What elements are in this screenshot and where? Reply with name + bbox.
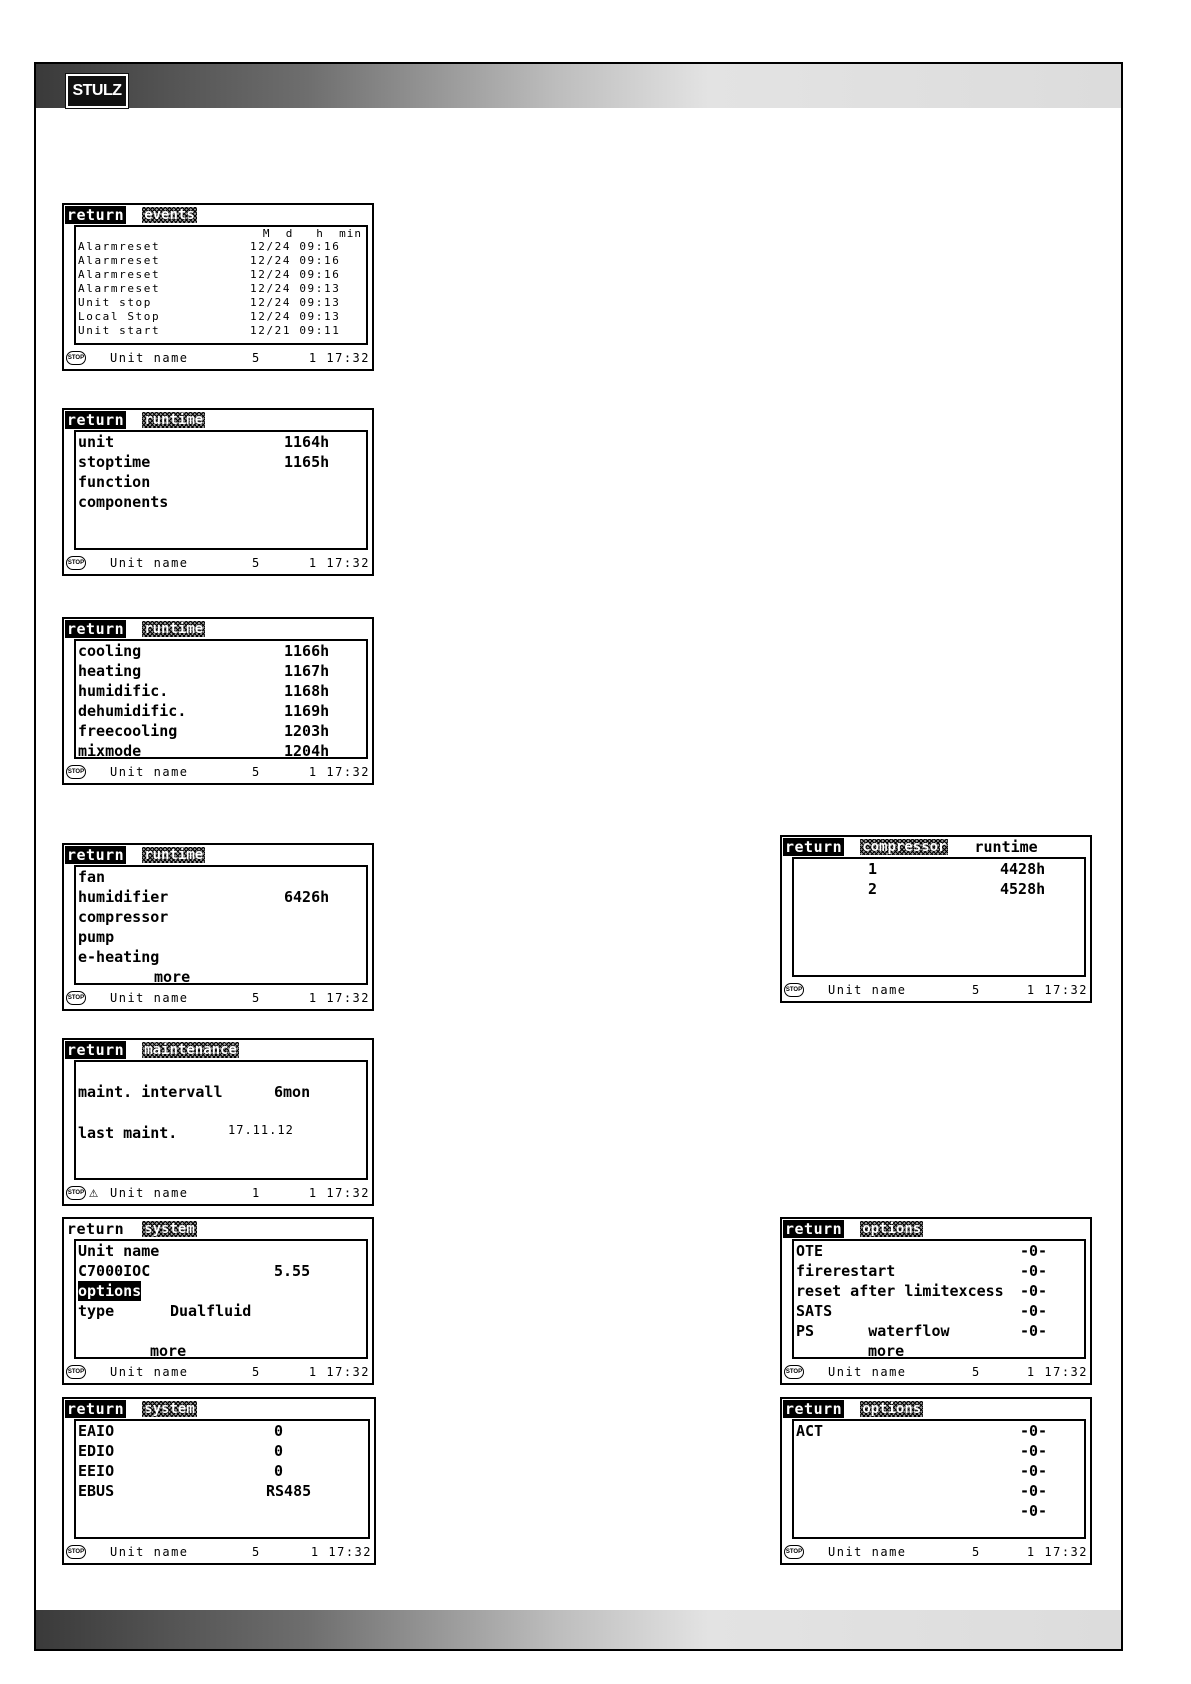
status-bar: STOP Unit name 5 1 17:32 bbox=[67, 991, 370, 1005]
status-bar: STOP Unit name 5 1 17:32 bbox=[67, 1545, 372, 1559]
status-bar: STOP Unit name 5 1 17:32 bbox=[67, 556, 370, 570]
maintenance-tab[interactable]: maintenance bbox=[144, 1042, 237, 1058]
system-screen-2 bbox=[62, 1397, 376, 1565]
system-tab[interactable]: system bbox=[144, 1401, 195, 1417]
compressor-list: 1 4428h 2 4528h bbox=[792, 857, 1086, 977]
stop-icon[interactable]: STOP bbox=[66, 351, 86, 365]
stulz-logo: STULZ bbox=[66, 74, 128, 108]
options-screen-2 bbox=[780, 1397, 1092, 1565]
stop-icon[interactable]: STOP bbox=[66, 556, 86, 570]
return-tab[interactable]: return bbox=[785, 838, 843, 856]
runtime-list: unit 1164h stoptime 1165h function components bbox=[74, 430, 368, 550]
event-row: Alarmreset 12/24 09:13 bbox=[78, 282, 341, 295]
events-tab[interactable]: events bbox=[144, 207, 195, 223]
runtime-components-list: fan humidifier 6426h compressor pump e-heating more bbox=[74, 865, 368, 985]
event-row: Alarmreset 12/24 09:16 bbox=[78, 254, 341, 267]
status-bar: STOP Unit name 5 1 17:32 bbox=[67, 1365, 370, 1379]
runtime-tab[interactable]: runtime bbox=[144, 847, 204, 863]
options-screen-1 bbox=[780, 1217, 1092, 1385]
events-list bbox=[74, 225, 368, 345]
status-bar: STOP Unit name 5 1 17:32 bbox=[67, 765, 370, 779]
system-tab[interactable]: system bbox=[144, 1221, 195, 1237]
options-list-2: ACT -0- -0- -0- -0- -0- bbox=[792, 1419, 1086, 1539]
runtime-screen-3 bbox=[62, 843, 374, 1011]
runtime-tab[interactable]: runtime bbox=[144, 621, 204, 637]
runtime-screen-2 bbox=[62, 617, 374, 785]
compressor-tab[interactable]: compressor bbox=[862, 839, 947, 855]
event-row: Local Stop 12/24 09:13 bbox=[78, 310, 341, 323]
runtime-label: runtime bbox=[974, 838, 1038, 856]
options-tab[interactable]: options bbox=[862, 1401, 922, 1417]
return-tab[interactable]: return bbox=[67, 206, 125, 224]
runtime-tab[interactable]: runtime bbox=[144, 412, 204, 428]
event-row: Unit stop 12/24 09:13 bbox=[78, 296, 341, 309]
status-bar: STOP Unit name 5 1 17:32 bbox=[785, 983, 1088, 997]
status-bar: STOP Unit name 5 1 17:32 bbox=[67, 351, 370, 365]
warning-icon: ⚠ bbox=[89, 1183, 99, 1201]
return-tab[interactable]: return bbox=[67, 1041, 125, 1059]
event-row: Alarmreset 12/24 09:16 bbox=[78, 268, 341, 281]
compressor-runtime-screen bbox=[780, 835, 1092, 1003]
system-list: Unit name C7000IOC 5.55 options type Dualfluid more bbox=[74, 1239, 368, 1359]
status-bar: STOP ⚠ Unit name 1 1 17:32 bbox=[67, 1183, 370, 1201]
options-list: OTE -0- firerestart -0- reset after limitexcess -0- SATS -0- PS waterflow -0- more bbox=[792, 1239, 1086, 1359]
options-tab[interactable]: options bbox=[862, 1221, 922, 1237]
events-screen bbox=[62, 203, 374, 371]
runtime-screen-1 bbox=[62, 408, 374, 576]
footer-band bbox=[36, 1610, 1121, 1649]
return-tab[interactable]: return bbox=[67, 1220, 125, 1238]
system-modules-list: EAIO 0 EDIO 0 EEIO 0 EBUS RS485 bbox=[74, 1419, 370, 1539]
return-tab[interactable]: return bbox=[67, 620, 125, 638]
event-row: Unit start 12/21 09:11 bbox=[78, 324, 341, 337]
runtime-functions-list: cooling 1166h heating 1167h humidific. 1168h dehumidific. 1169h freecooling 1203h mixmode 1204h bbox=[74, 639, 368, 759]
maintenance-panel: maint. intervall 6mon last maint. 17.11.12 bbox=[74, 1060, 368, 1180]
stop-icon[interactable]: STOP bbox=[784, 983, 804, 997]
stop-icon[interactable]: STOP bbox=[784, 1365, 804, 1379]
events-column-header: M d h min bbox=[262, 227, 362, 240]
maintenance-screen bbox=[62, 1038, 374, 1206]
stop-icon[interactable]: STOP bbox=[784, 1545, 804, 1559]
event-row: Alarmreset 12/24 09:16 bbox=[78, 240, 341, 253]
status-bar: STOP Unit name 5 1 17:32 bbox=[785, 1545, 1088, 1559]
return-tab[interactable]: return bbox=[785, 1220, 843, 1238]
status-bar: STOP Unit name 5 1 17:32 bbox=[785, 1365, 1088, 1379]
stop-icon[interactable]: STOP bbox=[66, 765, 86, 779]
stop-icon[interactable]: STOP bbox=[66, 1545, 86, 1559]
return-tab[interactable]: return bbox=[67, 1400, 125, 1418]
stop-icon[interactable]: STOP bbox=[66, 1186, 86, 1200]
return-tab[interactable]: return bbox=[67, 411, 125, 429]
return-tab[interactable]: return bbox=[67, 846, 125, 864]
stop-icon[interactable]: STOP bbox=[66, 991, 86, 1005]
stop-icon[interactable]: STOP bbox=[66, 1365, 86, 1379]
system-screen-1 bbox=[62, 1217, 374, 1385]
header-band bbox=[36, 64, 1121, 108]
return-tab[interactable]: return bbox=[785, 1400, 843, 1418]
